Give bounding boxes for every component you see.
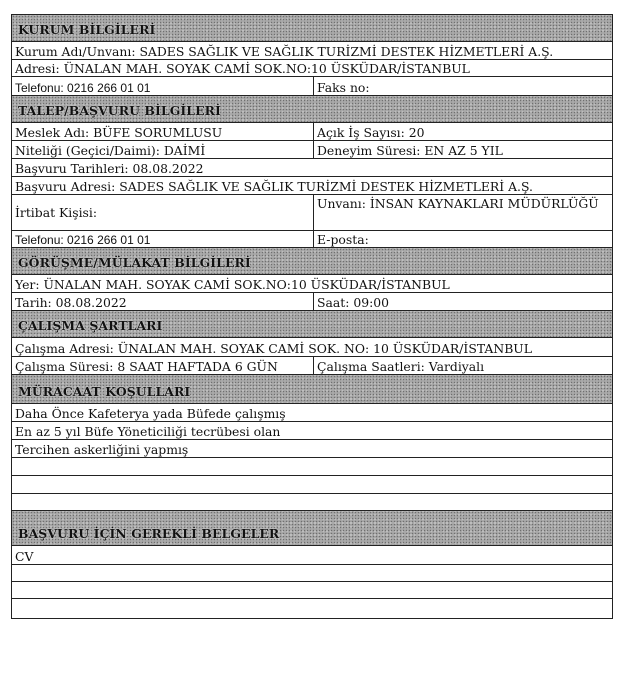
form-row <box>12 159 612 177</box>
form-row <box>12 123 612 141</box>
section-header-gorusme <box>12 248 612 275</box>
empty-row <box>12 476 612 494</box>
deneyim-suresi: Deneyim Süresi: EN AZ 5 YIL <box>317 143 503 158</box>
section-title: BAŞVURU İÇİN GEREKLİ BELGELER <box>18 526 280 541</box>
irtibat-unvani: Unvanı: İNSAN KAYNAKLARI MÜDÜRLÜĞÜ <box>317 196 599 211</box>
form-row <box>12 231 612 248</box>
section-header-muracaat <box>12 375 612 404</box>
form-row <box>12 60 612 77</box>
list-item <box>12 546 612 565</box>
section-title: MÜRACAAT KOŞULLARI <box>18 384 191 399</box>
job-posting-form <box>11 14 613 619</box>
acik-is-sayisi: Açık İş Sayısı: 20 <box>317 125 425 140</box>
basvuru-tarihleri: Başvuru Tarihleri: 08.08.2022 <box>15 161 204 176</box>
form-row <box>12 77 612 96</box>
empty-row <box>12 582 612 599</box>
kurum-faks: Faks no: <box>317 80 370 95</box>
talep-eposta: E-posta: <box>317 232 369 247</box>
form-row <box>12 275 612 293</box>
calisma-adresi: Çalışma Adresi: ÜNALAN MAH. SOYAK CAMİ SOK. NO: 10 ÜSKÜDAR/İSTANBUL <box>15 341 532 356</box>
gorusme-yer: Yer: ÜNALAN MAH. SOYAK CAMİ SOK.NO:10 ÜSKÜDAR/İSTANBUL <box>15 277 450 292</box>
list-item <box>12 422 612 440</box>
form-row <box>12 177 612 195</box>
empty-row <box>12 458 612 476</box>
meslek-adi: Meslek Adı: BÜFE SORUMLUSU <box>12 123 314 140</box>
form-row <box>12 357 612 375</box>
section-title: GÖRÜŞME/MÜLAKAT BİLGİLERİ <box>18 255 251 270</box>
empty-row <box>12 565 612 582</box>
section-header-kurum <box>12 15 612 42</box>
kurum-adres: Adresi: ÜNALAN MAH. SOYAK CAMİ SOK.NO:10 ÜSKÜDAR/İSTANBUL <box>15 61 470 76</box>
form-row <box>12 195 612 231</box>
kosul-2: En az 5 yıl Büfe Yöneticiliği tecrübesi olan <box>15 424 281 439</box>
form-row <box>12 141 612 159</box>
section-header-calisma <box>12 311 612 338</box>
kurum-telefon: Telefonu: 0216 266 01 01 <box>12 77 314 95</box>
empty-row <box>12 494 612 511</box>
kosul-3: Tercihen askerliğini yapmış <box>15 442 189 457</box>
section-title: KURUM BİLGİLERİ <box>18 22 156 37</box>
section-header-talep <box>12 96 612 123</box>
irtibat-kisisi: İrtibat Kişisi: <box>12 195 314 230</box>
section-header-belgeler <box>12 511 612 546</box>
list-item <box>12 440 612 458</box>
section-title: ÇALIŞMA ŞARTLARI <box>18 318 163 333</box>
kosul-1: Daha Önce Kafeterya yada Büfede çalışmış <box>15 406 286 421</box>
belge-1: CV <box>15 549 34 564</box>
gorusme-saat: Saat: 09:00 <box>317 295 390 310</box>
form-row <box>12 42 612 60</box>
section-title: TALEP/BAŞVURU BİLGİLERİ <box>18 103 221 118</box>
form-row <box>12 293 612 311</box>
basvuru-adresi: Başvuru Adresi: SADES SAĞLIK VE SAĞLIK TURİZMİ DESTEK HİZMETLERİ A.Ş. <box>15 179 533 194</box>
calisma-suresi: Çalışma Süresi: 8 SAAT HAFTADA 6 GÜN <box>12 357 314 374</box>
kurum-unvan: Kurum Adı/Unvanı: SADES SAĞLIK VE SAĞLIK TURİZMİ DESTEK HİZMETLERİ A.Ş. <box>15 44 554 59</box>
gorusme-tarih: Tarih: 08.08.2022 <box>12 293 314 310</box>
list-item <box>12 404 612 422</box>
form-row <box>12 338 612 357</box>
calisma-saatleri: Çalışma Saatleri: Vardiyalı <box>317 359 485 374</box>
talep-telefon: Telefonu: 0216 266 01 01 <box>12 231 314 247</box>
empty-row <box>12 599 612 619</box>
niteligi: Niteliği (Geçici/Daimi): DAİMİ <box>12 141 314 158</box>
